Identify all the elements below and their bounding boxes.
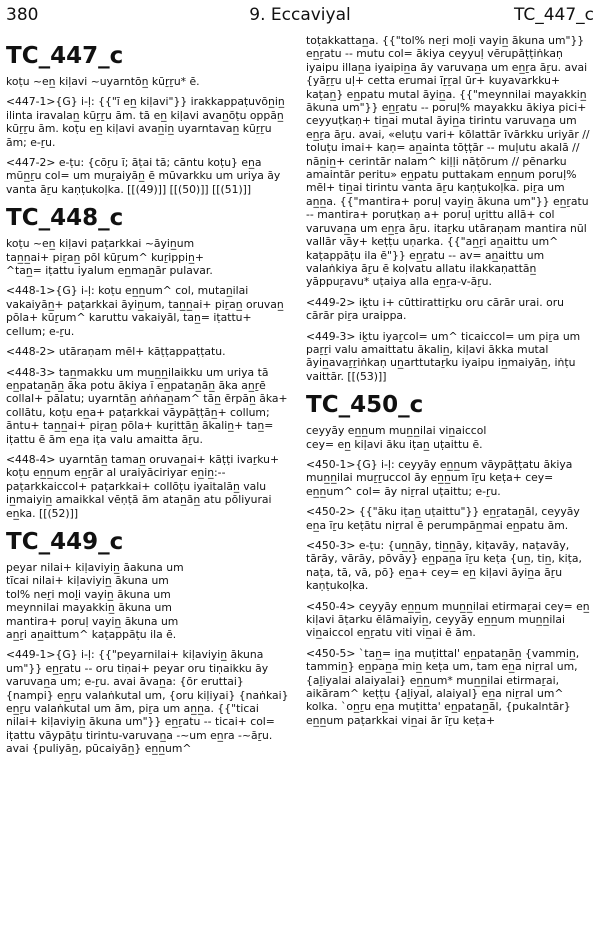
commentary-paragraph: <447-1>{G} i-ḷ: {{"ī en̲ kiḷavi"}} irakkappaṭuvōn̲in̲ ilinta iravalan̲ kūṟṟu ām. tā en̲ kiḷavi avan̲ōṭu oppān̲ kūṟṟu ām. koṭu en̲ kiḷavi avan̲in̲ uyarntavan̲ kūṟṟu ām; e-ṟu. (6, 95, 285, 149)
commentary-paragraph: koṭu ~en̲ kiḷavi ~uyarntōn̲ kūṟṟu* ē. (6, 75, 200, 88)
commentary-paragraph: <450-5> `tan̲= in̲a muṭittal' en̲patan̲ān̲ {vammin̲, tammin̲} en̲pan̲a min̲ keṭa um, tam en̲a niṟral um, {aḻiyalai alaiyalai} en̲n̲um* mun̲n̲ilai etirmaṟai, aikāram^ keṭṭu {aḻiyal, alaiyal} en̲a niṟral um^ kolka. `on̲ṟu en̲a muṭitta' en̲patan̲āl, {pukalntār} en̲n̲um paṭarkkai vin̲ai ār īṟu keṭa+ (306, 646, 580, 727)
commentary-paragraph: <450-2> {{"āku iṭan̲ uṭaittu"}} en̲ṟatan̲āl, ceyyāy en̲a īṟu keṭātu niṟral ē perumpān̲mai en̲patu ām. (306, 505, 580, 532)
chapter-title: 9. Eccaviyal (249, 5, 351, 25)
commentary-paragraph: <450-1>{G} i-ḷ: ceyyāy en̲n̲um vāypāṭṭatu ākiya mun̲n̲ilai muṟṟuccol āy en̲n̲um īṟu keṭa+ cey= en̲n̲um^ col= āy niṟral uṭaittu; e-ṟu. (306, 457, 573, 498)
commentary-paragraph: <449-3> iḵtu iyaṟcol= um^ ticaiccol= um piṟa um paṟṟi valu amaittatu ākalin̲, kiḷavi ākka mutal āyin̲avaṟṟiṅkaṇ un̲arttutaṟku iyaipu in̲maiyān̲, iṅṭu vaittār. [[(53)]] (306, 329, 581, 383)
commentary-paragraph: toṭakkattan̲a. {{"tol% neṟi moḻi vayin̲ ākuna um"}} en̲ṟatu -- mutu col= ākiya ceyyuḷ vērupāṭṭiṅkaṇ iyaipu illan̲a iyaipin̲a āy varuvan̲a um en̲ṟa āṟu. avai {yāṟṟu uḷ+ cetta erumai īṟṟal ūr+ kuyavarkku+ kaṭan̲} en̲patu mutal āyin̲a. {{"meynnilai mayakkin̲ ākuna um"}} en̲ṟatu -- poruḷ% mayakku ākiya pici+ ceyyuṭkaṇ+ tin̲ai mutal āyin̲a tirintu varuvan̲a um en̲ṟa āṟu. avai, «eluṭu vari+ kōlattār īvārkku uriyār // toluṭu imai+ kaṇ= an̲ainta tōṭṭār -- muḷutu akalā // nān̲in̲+ cerintār nalam^ kiḷḷi nāṭōrum // pēnarku amaintār peritu» en̲patu puttakam en̲n̲um poruḷ% mēl+ tin̲ai tirintu vanta āṟu kaṇṭukoḷka. piṟa um an̲n̲a. {{"mantira+ poruḷ vayin̲ ākuna um"}} en̲ṟatu -- mantira+ poruṭkaṇ a+ poruḷ uṟittu allā+ col varuvan̲a um en̲ṟa āṟu. itaṟku utāraṇam mantira nūl vallār vāy+ keṭṭu uṇarka. {{"an̲ṟi an̲aittu um^ kaṭappāṭu ila ē"}} en̲ṟatu -- av= an̲aittu um valaṅkiya āṟu ē koḷvatu allatu ilakkaṇattān̲ yāppuṟavu* uṭaiya alla en̲ṟa-v-āṟu. (306, 34, 590, 289)
commentary-paragraph: <448-3> tan̲makku um mun̲n̲ilaikku um uriya tā en̲patan̲ān̲ āka potu ākiya ī en̲patan̲ān̲ āka an̲ṟē collal+ pālatu; uyarntān̲ aṅṅan̲am^ tān̲ ērpān̲ āka+ collātu, koṭu en̲a+ paṭarkkai vāypāṭṭān̲+ collum; āntu+ tan̲n̲ai+ piṟan̲ pōla+ kuṟittān̲ ākalin̲+ tan̲= iṭattu ē ām en̲a iṭa valu amaitta āṟu. (6, 365, 288, 446)
page-header (6, 2, 594, 28)
commentary-paragraph: <450-3> e-ṭu: {un̲n̲āy, tin̲n̲āy, kiṭavāy, naṭavāy, tārāy, vārāy, pōvāy} en̲pan̲a īṟu keṭa {un̲, tin̲, kiṭa, naṭa, tā, vā, pō} en̲a+ cey= en̲ kiḷavi āyin̲a āṟu kaṇṭukoḷka. (306, 539, 582, 593)
left-column (6, 34, 292, 763)
commentary-paragraph: <449-2> iḵtu i+ cūttirattiṟku oru cārār urai. oru cārār piṟa uraippa. (306, 295, 564, 323)
verse-block: koṭu ~en̲ kiḷavi paṭarkkai ~āyin̲um tan̲n̲ai+ piṟan̲ pōl kūṟum^ kuṟippin̲+ ^tan̲= iṭattu iyalum en̲man̲ār pulavar. (6, 237, 213, 278)
page-number: 380 (6, 5, 39, 25)
verse-block: peyar nilai+ kiḷaviyin̲ āakuna um tīcai nilai+ kiḷaviyin̲ ākuna um tol% neṟi moḻi vayin̲ ākuna um meynnilai mayakkin̲ ākuna um mantira+ poruḷ vayin̲ ākuna um an̲ṟi an̲aittum^ kaṭappāṭu ila ē. (6, 560, 184, 641)
commentary-paragraph: <449-1>{G} i-ḷ: {{"peyarnilai+ kiḷaviyin̲ ākuna um"}} en̲ṟatu -- oru tiṇai+ peyar oru tiṇaikku āy varuvan̲a um; e-ṟu. avai āvan̲a: {ōr eruttai} {nampi} en̲ṟu valaṅkutal um, {oru kiḷiyai} {naṅkai} en̲ṟu valaṅkutal um ām, piṟa um an̲n̲a. {{"ticai nilai+ kiḷaviyin̲ ākuna um"}} en̲ṟatu -- ticai+ col= iṭattu vāypāṭu tirintu-varuvan̲a -~um en̲ra -~āṟu. avai {puliyān̲, pūcaiyān̲} en̲n̲um^ (6, 648, 289, 756)
commentary-paragraph: <450-4> ceyyāy en̲n̲um mun̲n̲ilai etirmaṟai cey= en̲ kiḷavi āṭarku ēlāmaiyin̲, ceyyāy en̲n̲um mun̲n̲ilai vin̲aiccol en̲ṟatu viti vin̲ai ē ām. (306, 599, 590, 640)
section-heading: TC_449_c (6, 528, 124, 555)
running-section-label: TC_447_c (513, 5, 594, 25)
verse-block: ceyyāy en̲n̲um mun̲n̲ilai vin̲aiccol cey= en̲ kiḷavi āku iṭan̲ uṭaittu ē. (306, 424, 487, 451)
section-heading: TC_450_c (306, 392, 424, 419)
commentary-paragraph: <447-2> e-ṭu: {cōṟu ī; āṭai tā; cāntu koṭu} en̲a mūn̲ṟu col= um muṟaiyān̲ ē mūvarkku um uriya āy vanta āṟu kaṇṭukoḷka. [[(49)]] [[(50)]] [[(51)]] (6, 156, 281, 196)
right-column (306, 34, 594, 734)
commentary-paragraph: <448-1>{G} i-ḷ: koṭu en̲n̲um^ col, mutan̲ilai vakaiyān̲+ paṭarkkai āyin̲um, tan̲n̲ai+ piṟan̲ oruvan̲ pōla+ kūṟum^ karuttu vakaiyāl, tan̲= iṭattu+ cellum; e-ṟu. (6, 284, 284, 338)
section-heading: TC_447_c (6, 43, 124, 69)
commentary-paragraph: <448-4> uyarntān̲ taman̲ oruvan̲ai+ kāṭṭi ivaṟku+ koṭu en̲n̲um en̲ṟār al uraiyāciriyar en̲in̲:-- paṭarkkaiccol+ paṭarkkai+ collōṭu iyaitalān̲ valu in̲maiyin̲ amaikkal vēṇṭā ām atan̲ān̲ atu pōliyurai en̲ka. [[(52)]] (6, 452, 280, 520)
commentary-paragraph: <448-2> utāraṇam mēl+ kāṭṭappaṭṭatu. (6, 345, 226, 359)
section-heading: TC_448_c (6, 205, 124, 232)
